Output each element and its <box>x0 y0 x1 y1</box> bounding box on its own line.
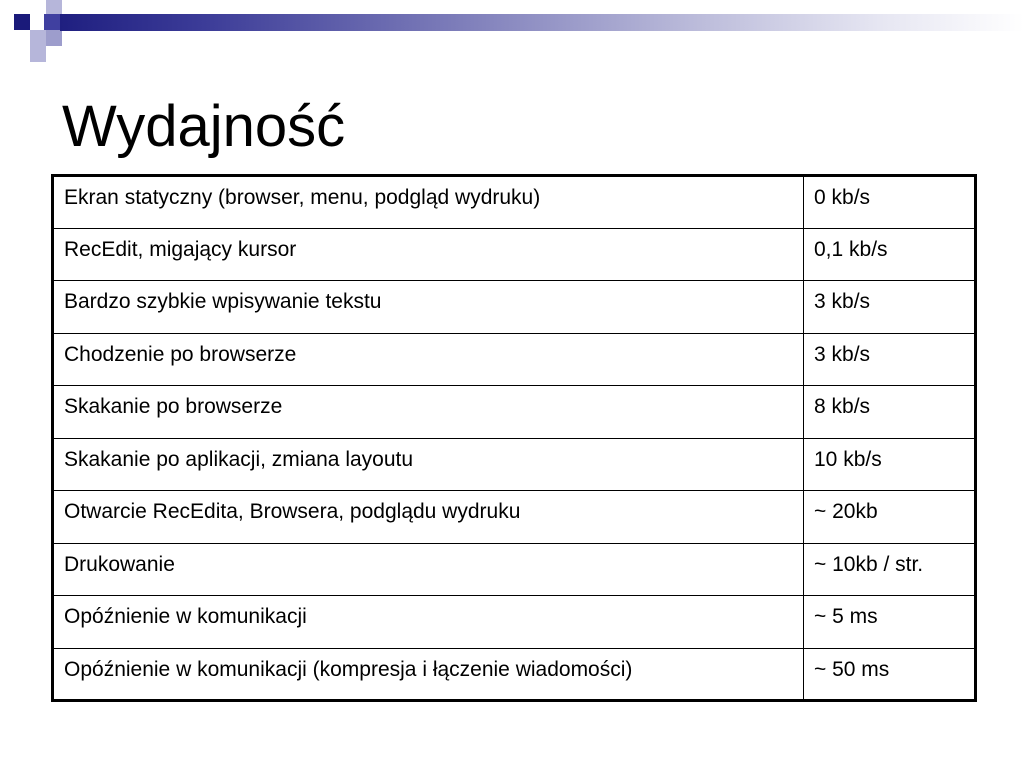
table-row <box>53 386 976 439</box>
row-value: ~ 10kb / str. <box>804 543 976 596</box>
performance-table-body <box>53 176 976 701</box>
decor-square-light-2 <box>30 30 46 46</box>
row-label: Ekran statyczny (browser, menu, podgląd wydruku) <box>53 176 804 229</box>
table-row <box>53 596 976 649</box>
slide-title: Wydajność <box>62 94 346 159</box>
row-value: 0 kb/s <box>804 176 976 229</box>
decor-square-mid <box>46 30 62 46</box>
row-value: ~ 20kb <box>804 491 976 544</box>
row-value: ~ 50 ms <box>804 648 976 701</box>
table-row <box>53 543 976 596</box>
row-value: 3 kb/s <box>804 281 976 334</box>
row-value: ~ 5 ms <box>804 596 976 649</box>
row-label: Otwarcie RecEdita, Browsera, podglądu wydruku <box>53 491 804 544</box>
row-label: Drukowanie <box>53 543 804 596</box>
table-row <box>53 333 976 386</box>
row-label: Skakanie po browserze <box>53 386 804 439</box>
row-value: 8 kb/s <box>804 386 976 439</box>
row-value: 0,1 kb/s <box>804 228 976 281</box>
table-row <box>53 281 976 334</box>
decor-square-navy <box>14 14 30 30</box>
table-row <box>53 176 976 229</box>
row-label: Skakanie po aplikacji, zmiana layoutu <box>53 438 804 491</box>
row-label: Opóźnienie w komunikacji <box>53 596 804 649</box>
table-row <box>53 438 976 491</box>
row-label: RecEdit, migający kursor <box>53 228 804 281</box>
table-row <box>53 491 976 544</box>
row-label: Opóźnienie w komunikacji (kompresja i łączenie wiadomości) <box>53 648 804 701</box>
row-label: Bardzo szybkie wpisywanie tekstu <box>53 281 804 334</box>
table-row <box>53 228 976 281</box>
decor-square-light-3 <box>30 46 46 62</box>
decor-square-blue <box>44 14 60 30</box>
performance-table <box>51 174 977 702</box>
row-value: 3 kb/s <box>804 333 976 386</box>
header-gradient-bar <box>60 14 1024 31</box>
row-label: Chodzenie po browserze <box>53 333 804 386</box>
table-row <box>53 648 976 701</box>
row-value: 10 kb/s <box>804 438 976 491</box>
